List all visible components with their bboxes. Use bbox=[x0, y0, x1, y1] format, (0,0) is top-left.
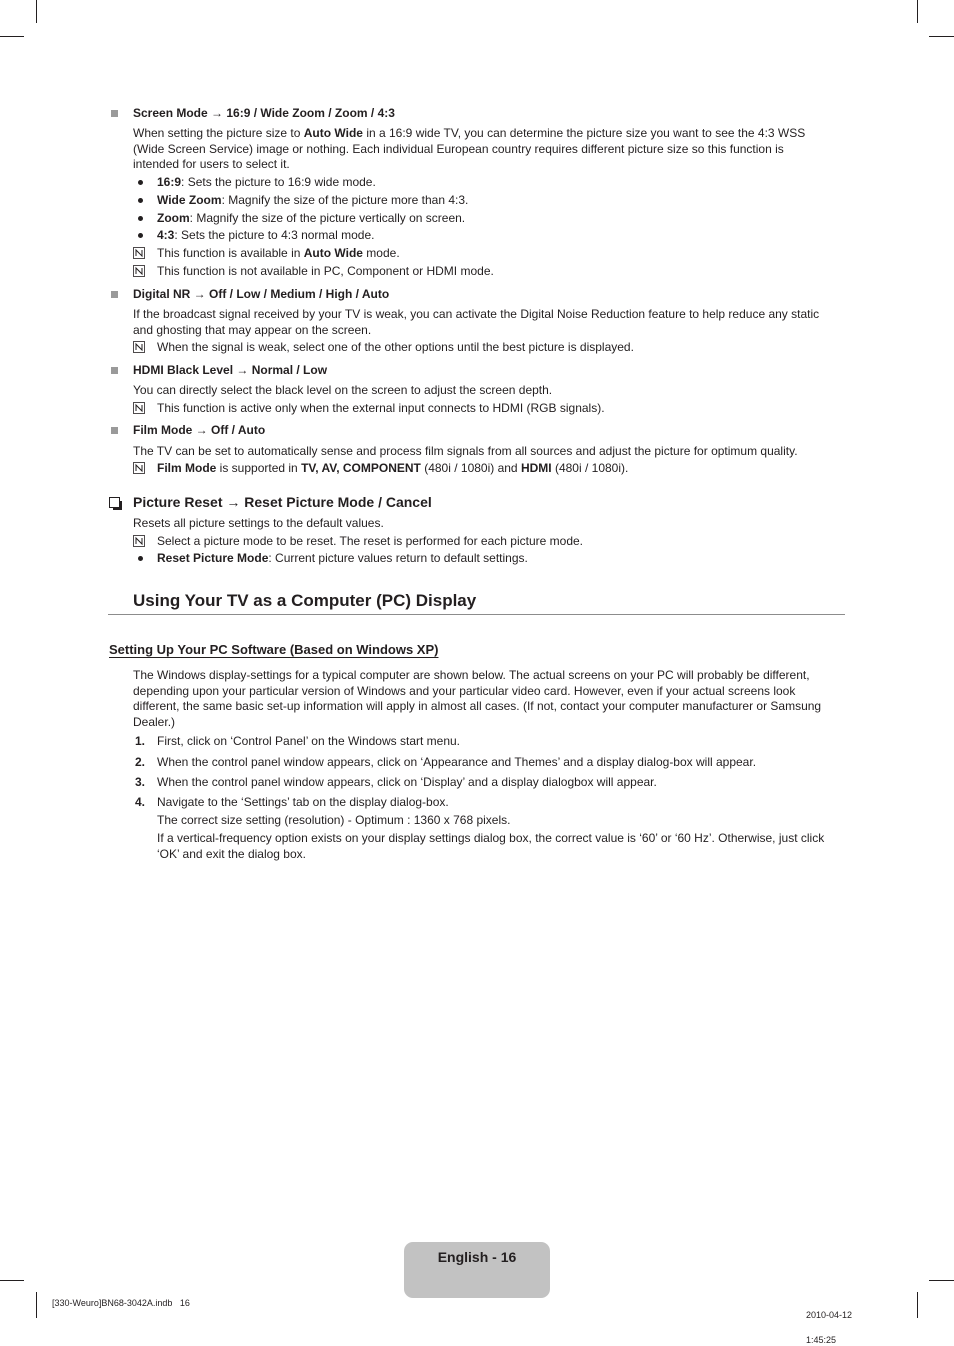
pc-setup-paragraph bbox=[133, 668, 848, 730]
date-text: 2010-04-12 bbox=[806, 1310, 853, 1320]
crop-mark bbox=[0, 36, 24, 37]
note-icon bbox=[133, 462, 145, 474]
file-info: [330-Weuro]BN68-3042A.indb 16 bbox=[52, 1298, 190, 1308]
bold-text: Wide Zoom bbox=[157, 193, 222, 207]
text: If the broadcast signal received by your TV is weak, you can activate the Digital Noise Reduction feature to help reduce any static bbox=[133, 307, 820, 321]
section-title: Using Your TV as a Computer (PC) Display bbox=[133, 591, 477, 610]
note-text: This function is not available in PC, Component or HDMI mode. bbox=[157, 264, 494, 278]
crop-mark bbox=[929, 36, 954, 37]
text: The Windows display-settings for a typical computer are shown below. The actual screens on your PC will probably be different, bbox=[133, 668, 810, 682]
text: (Wide Screen Service) image or nothing. Each individual European country requires different picture size so this function is bbox=[133, 141, 784, 156]
screen-mode-description bbox=[133, 126, 848, 173]
text: (480i / 1080i) and bbox=[420, 461, 521, 475]
print-date bbox=[801, 1297, 852, 1346]
bold-text: Zoom bbox=[157, 211, 190, 225]
text: and ghosting that may appear on the screen. bbox=[133, 322, 372, 337]
bullet-icon bbox=[138, 180, 143, 185]
note-icon bbox=[133, 247, 145, 259]
step-text: When the control panel window appears, click on ‘Display’ and a display dialogbox will appear. bbox=[157, 775, 657, 789]
step-detail bbox=[157, 831, 847, 862]
square-bullet-icon bbox=[111, 110, 118, 117]
crop-mark bbox=[917, 1292, 918, 1318]
crop-mark bbox=[36, 0, 37, 23]
bold-text: TV, AV, COMPONENT bbox=[301, 461, 421, 475]
text: (480i / 1080i). bbox=[551, 461, 629, 475]
bullet-icon bbox=[138, 198, 143, 203]
bold-text: Auto Wide bbox=[303, 126, 363, 140]
hdmi-black-level-heading: HDMI Black Level → Normal / Low bbox=[133, 363, 328, 377]
hdmi-black-level-description: You can directly select the black level on the screen to adjust the screen depth. bbox=[133, 383, 553, 397]
crop-mark bbox=[917, 0, 918, 23]
screen-mode-heading: Screen Mode → 16:9 / Wide Zoom / Zoom / 4:3 bbox=[133, 106, 395, 120]
square-bullet-icon bbox=[111, 291, 118, 298]
square-bullet-icon bbox=[111, 367, 118, 374]
text: intended for users to select it. bbox=[133, 157, 290, 171]
note-text: Select a picture mode to be reset. The reset is performed for each picture mode. bbox=[157, 534, 583, 548]
note-text bbox=[157, 461, 628, 477]
film-mode-heading: Film Mode → Off / Auto bbox=[133, 423, 266, 437]
bullet-icon bbox=[138, 233, 143, 238]
bold-text: Reset Picture Mode bbox=[157, 551, 269, 565]
pc-setup-subheading: Setting Up Your PC Software (Based on Windows XP) bbox=[109, 642, 439, 657]
text: : Sets the picture to 4:3 normal mode. bbox=[174, 228, 375, 242]
digital-nr-description bbox=[133, 307, 848, 338]
step-number: 1. bbox=[135, 734, 146, 748]
section-divider bbox=[108, 614, 845, 615]
text: When setting the picture size to bbox=[133, 126, 304, 140]
note-text: This function is active only when the external input connects to HDMI (RGB signals). bbox=[157, 401, 605, 415]
step-number: 3. bbox=[135, 775, 146, 789]
bold-text: 16:9 bbox=[157, 175, 182, 189]
text: Dealer.) bbox=[133, 714, 176, 729]
bold-text: 4:3 bbox=[157, 228, 175, 242]
bold-text: Auto Wide bbox=[303, 246, 363, 260]
time-text: 1:45:25 bbox=[806, 1335, 837, 1345]
bullet-item bbox=[157, 228, 374, 244]
crop-mark bbox=[929, 1280, 954, 1281]
text: mode. bbox=[362, 246, 400, 260]
text: : Magnify the size of the picture vertically on screen. bbox=[189, 211, 466, 225]
step-text: First, click on ‘Control Panel’ on the Windows start menu. bbox=[157, 734, 461, 748]
step-detail: The correct size setting (resolution) - Optimum : 1360 x 768 pixels. bbox=[157, 813, 511, 827]
text: If a vertical-frequency option exists on your display settings dialog box, the correct value is ‘60’ or ‘60 Hz’. Otherwise, just click bbox=[157, 831, 825, 845]
film-mode-description: The TV can be set to automatically sense and process film signals from all sources and adjust the picture for optimum quality. bbox=[133, 444, 798, 458]
picture-reset-heading: Picture Reset → Reset Picture Mode / Cancel bbox=[133, 494, 432, 510]
note-icon bbox=[133, 402, 145, 414]
note-text: When the signal is weak, select one of the other options until the best picture is displayed. bbox=[157, 340, 634, 354]
bullet-icon bbox=[138, 556, 143, 561]
bold-text: HDMI bbox=[520, 461, 552, 475]
bold-text: Film Mode bbox=[157, 461, 217, 475]
bullet-icon bbox=[138, 216, 143, 221]
square-bullet-icon bbox=[111, 427, 118, 434]
note-icon bbox=[133, 265, 145, 277]
step-text: When the control panel window appears, click on ‘Appearance and Themes’ and a display dialog-box will appear. bbox=[157, 755, 757, 769]
text: depending upon your particular version of Windows and your particular video card. However, even if your actual screens look bbox=[133, 683, 796, 698]
text: ‘OK’ and exit the dialog box. bbox=[157, 846, 306, 861]
note-icon bbox=[133, 341, 145, 353]
crop-mark bbox=[0, 1280, 24, 1281]
step-text: Navigate to the ‘Settings’ tab on the display dialog-box. bbox=[157, 795, 449, 809]
picture-reset-description: Resets all picture settings to the default values. bbox=[133, 516, 384, 530]
crop-mark bbox=[36, 1292, 37, 1318]
step-number: 2. bbox=[135, 755, 146, 769]
digital-nr-heading: Digital NR → Off / Low / Medium / High / Auto bbox=[133, 287, 390, 301]
text: different, the same basic set-up information will apply in almost all cases. (If not, contact your computer manufacturer or Samsung bbox=[133, 699, 822, 713]
bullet-item bbox=[157, 211, 465, 227]
page-number-label: English - 16 bbox=[437, 1249, 517, 1265]
text: in a 16:9 wide TV, you can determine the picture size you want to see the 4:3 WSS bbox=[362, 126, 806, 140]
text: This function is available in bbox=[157, 246, 304, 260]
bullet-item bbox=[157, 551, 528, 567]
step-number: 4. bbox=[135, 795, 146, 809]
text: : Magnify the size of the picture more than 4:3. bbox=[221, 193, 469, 207]
text: : Current picture values return to default settings. bbox=[268, 551, 528, 565]
note-icon bbox=[133, 535, 145, 547]
bullet-item bbox=[157, 193, 468, 209]
text: is supported in bbox=[216, 461, 302, 475]
note-text bbox=[157, 246, 400, 262]
bullet-item bbox=[157, 175, 376, 191]
checkbox-bullet-icon bbox=[109, 497, 120, 508]
text: : Sets the picture to 16:9 wide mode. bbox=[181, 175, 376, 189]
